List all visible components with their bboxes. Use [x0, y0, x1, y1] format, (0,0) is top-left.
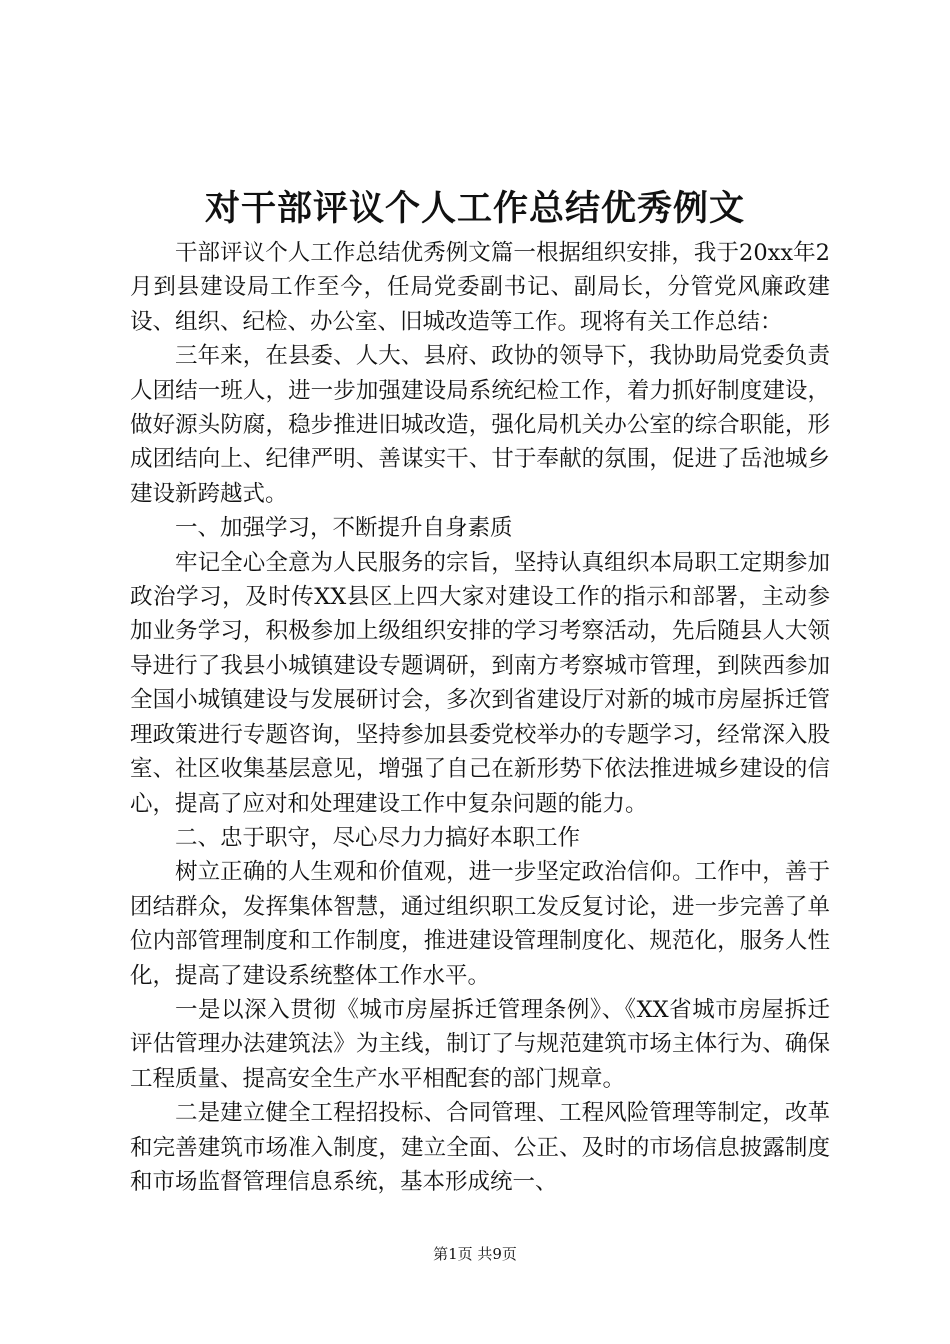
- document-body: [130, 236, 830, 1199]
- paragraph-intro: 干部评议个人工作总结优秀例文篇一根据组织安排，我于20xx年2月到县建设局工作至今，任局党委副书记、副局长，分管党风廉政建设、组织、纪检、办公室、旧城改造等工作。现将有关工作总结：: [130, 240, 830, 335]
- document-title: 对干部评议个人工作总结优秀例文: [204, 188, 745, 229]
- paragraph-duty: 树立正确的人生观和价值观，进一步坚定政治信仰。工作中，善于团结群众，发挥集体智慧，通过组织职工发反复讨论，进一步完善了单位内部管理制度和工作制度，推进建设管理制度化、规范化，服务人性化，提高了建设系统整体工作水平。: [130, 859, 830, 989]
- section-heading-2: 二、忠于职守，尽心尽力力搞好本职工作: [175, 824, 581, 851]
- paragraph-overview: 三年来，在县委、人大、县府、政协的领导下，我协助局党委负责人团结一班人，进一步加强建设局系统纪检工作，着力抓好制度建设，做好源头防腐，稳步推进旧城改造，强化局机关办公室的综合职能，形成团结向上、纪律严明、善谋实干、甘于奉献的氛围，促进了岳池城乡建设新跨越式。: [130, 343, 830, 507]
- paragraph-point-1: 一是以深入贯彻《城市房屋拆迁管理条例》、《XX省城市房屋拆迁评估管理办法建筑法》为主线，制订了与规范建筑市场主体行为、确保工程质量、提高安全生产水平相配套的部门规章。: [130, 996, 830, 1092]
- page-footer: 第1页 共9页: [433, 1245, 517, 1263]
- section-heading-1: 一、加强学习，不断提升自身素质: [175, 515, 513, 542]
- paragraph-study: 牢记全心全意为人民服务的宗旨，坚持认真组织本局职工定期参加政治学习，及时传XX县区上四大家对建设工作的指示和部署，主动参加业务学习，积极参加上级组织安排的学习考察活动，先后随县人大领导进行了我县小城镇建设专题调研，到南方考察城市管理，到陕西参加全国小城镇建设与发展研讨会，多次到省建设厅对新的城市房屋拆迁管理政策进行专题咨询，坚持参加县委党校举办的专题学习，经常深入股室、社区收集基层意见，增强了自己在新形势下依法推进城乡建设的信心，提高了应对和处理建设工作中复杂问题的能力。: [130, 549, 830, 817]
- paragraph-point-2: 二是建立健全工程招投标、合同管理、工程风险管理等制定，改革和完善建筑市场准入制度，建立全面、公正、及时的市场信息披露制度和市场监督管理信息系统，基本形成统一、: [130, 1100, 830, 1195]
